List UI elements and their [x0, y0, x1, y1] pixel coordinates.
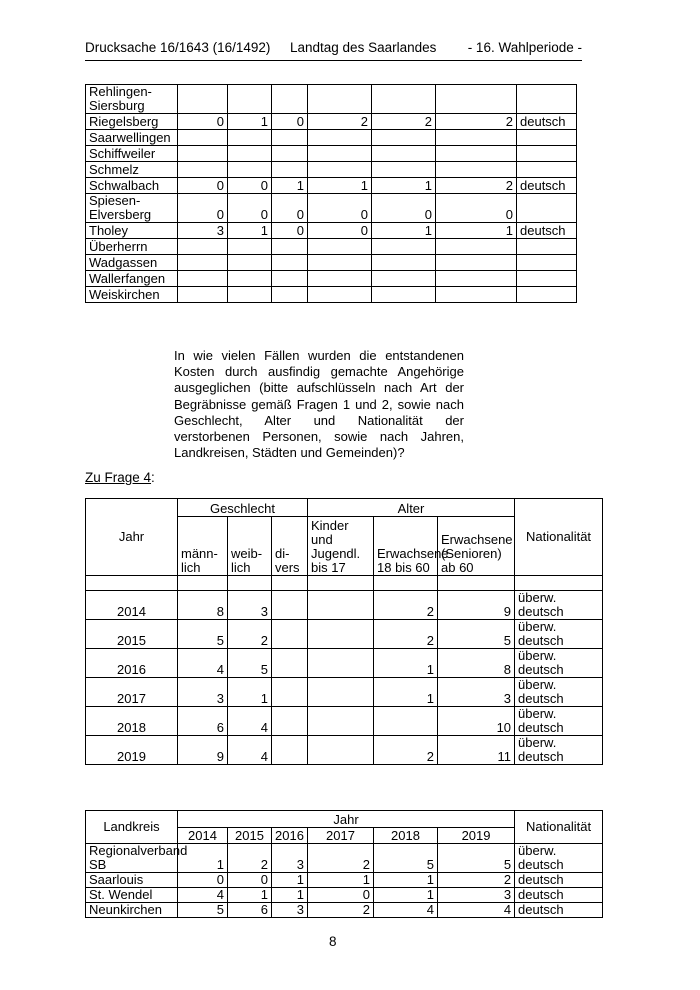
year-cell: 2018 [86, 707, 178, 736]
table-row [86, 130, 577, 146]
municipality-name: Überherrn [86, 239, 178, 255]
value-cell: 1 [374, 873, 438, 888]
diverse-count [272, 649, 308, 678]
landkreis-name: St. Wendel [86, 888, 178, 903]
value-cell: 2 [436, 178, 517, 194]
year-header: 2015 [228, 828, 272, 844]
table-row [86, 903, 603, 918]
male-count: 6 [178, 707, 228, 736]
table-row [86, 162, 577, 178]
nationality-cell: deutsch [515, 873, 603, 888]
diverse-count [272, 591, 308, 620]
page-number: 8 [329, 934, 337, 949]
value-cell [178, 287, 228, 303]
value-cell: 1 [228, 888, 272, 903]
adults-count [374, 707, 438, 736]
header-nationalitaet: Nationalität [515, 499, 603, 576]
municipality-name: Rehlingen-Siersburg [86, 85, 178, 114]
header-jahr: Jahr [178, 811, 515, 828]
value-cell [228, 85, 272, 114]
female-count: 4 [228, 707, 272, 736]
value-cell [372, 271, 436, 287]
municipality-name: Wadgassen [86, 255, 178, 271]
year-header: 2014 [178, 828, 228, 844]
year-gender-age-table [85, 498, 603, 765]
table-row [86, 736, 603, 765]
document-number: Drucksache 16/1643 (16/1492) [85, 40, 271, 55]
value-cell: 0 [228, 194, 272, 223]
nationality-cell [517, 194, 577, 223]
value-cell [272, 287, 308, 303]
value-cell: 3 [272, 903, 308, 918]
value-cell [178, 255, 228, 271]
header-kinder: Kinder und Jugendl. bis 17 [308, 517, 374, 576]
year-header: 2019 [438, 828, 515, 844]
seniors-count: 3 [438, 678, 515, 707]
value-cell [436, 130, 517, 146]
male-count: 8 [178, 591, 228, 620]
value-cell: 1 [228, 114, 272, 130]
value-cell [372, 287, 436, 303]
value-cell [436, 239, 517, 255]
nationality-cell: überw. deutsch [515, 678, 603, 707]
value-cell [272, 146, 308, 162]
male-count: 3 [178, 678, 228, 707]
year-cell: 2019 [86, 736, 178, 765]
value-cell: 0 [308, 194, 372, 223]
value-cell [178, 239, 228, 255]
year-header: 2016 [272, 828, 308, 844]
parliament-name: Landtag des Saarlandes [290, 40, 437, 55]
male-count: 4 [178, 649, 228, 678]
value-cell: 1 [178, 844, 228, 873]
value-cell [436, 85, 517, 114]
value-cell [372, 146, 436, 162]
value-cell [308, 255, 372, 271]
value-cell [436, 271, 517, 287]
value-cell [272, 271, 308, 287]
value-cell [436, 162, 517, 178]
value-cell [372, 239, 436, 255]
female-count: 4 [228, 736, 272, 765]
value-cell: 1 [372, 223, 436, 239]
children-count [308, 649, 374, 678]
value-cell: 0 [228, 873, 272, 888]
value-cell: 1 [308, 873, 374, 888]
value-cell: 0 [272, 114, 308, 130]
municipality-name: Riegelsberg [86, 114, 178, 130]
table-row [86, 114, 577, 130]
value-cell [372, 85, 436, 114]
header-jahr: Jahr [86, 499, 178, 576]
value-cell [228, 287, 272, 303]
municipality-table [85, 84, 577, 303]
male-count: 5 [178, 620, 228, 649]
nationality-cell: deutsch [515, 903, 603, 918]
year-table-body [86, 591, 603, 765]
municipality-table-body [86, 85, 577, 303]
table-row [86, 287, 577, 303]
value-cell [272, 239, 308, 255]
value-cell [308, 162, 372, 178]
page-header [85, 38, 582, 61]
municipality-name: Schmelz [86, 162, 178, 178]
value-cell: 3 [272, 844, 308, 873]
adults-count: 2 [374, 620, 438, 649]
value-cell: 1 [272, 888, 308, 903]
empty-spacer-row [86, 576, 603, 591]
value-cell: 4 [178, 888, 228, 903]
municipality-name: Tholey [86, 223, 178, 239]
table-row [86, 271, 577, 287]
seniors-count: 8 [438, 649, 515, 678]
value-cell: 0 [178, 194, 228, 223]
municipality-name: Wallerfangen [86, 271, 178, 287]
year-cell: 2017 [86, 678, 178, 707]
municipality-name: Weiskirchen [86, 287, 178, 303]
seniors-count: 5 [438, 620, 515, 649]
value-cell: 1 [272, 873, 308, 888]
diverse-count [272, 736, 308, 765]
header-weiblich: weib-lich [228, 517, 272, 576]
adults-count: 1 [374, 649, 438, 678]
seniors-count: 9 [438, 591, 515, 620]
value-cell [178, 271, 228, 287]
value-cell: 0 [436, 194, 517, 223]
value-cell [436, 146, 517, 162]
header-divers: di-vers [272, 517, 308, 576]
year-cell: 2015 [86, 620, 178, 649]
value-cell [178, 162, 228, 178]
header-alter: Alter [308, 499, 515, 517]
header-senioren: Erwachsene (Senioren) ab 60 [438, 517, 515, 576]
landkreis-name: Regionalverband SB [86, 844, 178, 873]
value-cell: 1 [308, 178, 372, 194]
value-cell: 0 [178, 873, 228, 888]
value-cell [372, 130, 436, 146]
value-cell [372, 162, 436, 178]
value-cell [308, 85, 372, 114]
value-cell: 2 [308, 114, 372, 130]
table-row [86, 239, 577, 255]
table-row [86, 844, 603, 873]
value-cell: 1 [272, 178, 308, 194]
adults-count: 2 [374, 591, 438, 620]
nationality-cell [517, 146, 577, 162]
value-cell [178, 130, 228, 146]
municipality-name: Spiesen-Elversberg [86, 194, 178, 223]
value-cell [272, 85, 308, 114]
diverse-count [272, 707, 308, 736]
male-count: 9 [178, 736, 228, 765]
value-cell [228, 146, 272, 162]
children-count [308, 591, 374, 620]
table-row [86, 223, 577, 239]
adults-count: 2 [374, 736, 438, 765]
value-cell [436, 255, 517, 271]
value-cell: 3 [178, 223, 228, 239]
value-cell: 0 [272, 194, 308, 223]
diverse-count [272, 678, 308, 707]
value-cell [308, 239, 372, 255]
table-row [86, 85, 577, 114]
adults-count: 1 [374, 678, 438, 707]
table-row [86, 178, 577, 194]
value-cell [308, 271, 372, 287]
answer-heading-label: Zu Frage 4 [85, 470, 152, 485]
year-header: 2017 [308, 828, 374, 844]
children-count [308, 736, 374, 765]
landkreis-name: Saarlouis [86, 873, 178, 888]
header-nationalitaet: Nationalität [515, 811, 603, 844]
seniors-count: 11 [438, 736, 515, 765]
value-cell [272, 255, 308, 271]
value-cell: 1 [228, 223, 272, 239]
answer-heading [85, 470, 155, 485]
question-text: In wie vielen Fällen wurden die entstandenen Kosten durch ausfindig gemachte Angehörige ausgeglichen (bitte aufschlüsseln nach Art der Begräbnisse gemäß Fragen 1 und 2, sowie nach Geschlecht, Alter und Nationalität der verstorbenen Personen, sowie nach Jahren, Landkreisen, Städten und Gemeinden)? [174, 348, 464, 461]
table-row [86, 146, 577, 162]
nationality-cell [517, 239, 577, 255]
table-row [86, 591, 603, 620]
legislative-period: - 16. Wahlperiode - [467, 40, 582, 55]
value-cell [228, 130, 272, 146]
value-cell: 2 [438, 873, 515, 888]
value-cell [272, 130, 308, 146]
value-cell: 0 [228, 178, 272, 194]
value-cell: 0 [272, 223, 308, 239]
value-cell: 1 [372, 178, 436, 194]
value-cell: 1 [436, 223, 517, 239]
year-header: 2018 [374, 828, 438, 844]
value-cell [228, 255, 272, 271]
value-cell: 4 [374, 903, 438, 918]
value-cell [308, 287, 372, 303]
value-cell [436, 287, 517, 303]
municipality-name: Schiffweiler [86, 146, 178, 162]
municipality-name: Schwalbach [86, 178, 178, 194]
value-cell: 0 [178, 114, 228, 130]
table-row [86, 678, 603, 707]
nationality-cell: deutsch [517, 114, 577, 130]
table-row [86, 873, 603, 888]
diverse-count [272, 620, 308, 649]
nationality-cell [517, 287, 577, 303]
value-cell: 2 [228, 844, 272, 873]
value-cell: 2 [436, 114, 517, 130]
municipality-name: Saarwellingen [86, 130, 178, 146]
value-cell: 0 [308, 888, 374, 903]
value-cell [308, 130, 372, 146]
nationality-cell [517, 271, 577, 287]
female-count: 5 [228, 649, 272, 678]
value-cell: 2 [308, 844, 374, 873]
value-cell: 3 [438, 888, 515, 903]
seniors-count: 10 [438, 707, 515, 736]
value-cell: 6 [228, 903, 272, 918]
nationality-cell: überw. deutsch [515, 649, 603, 678]
children-count [308, 707, 374, 736]
header-geschlecht: Geschlecht [178, 499, 308, 517]
header-landkreis: Landkreis [86, 811, 178, 844]
nationality-cell: überw. deutsch [515, 620, 603, 649]
value-cell: 0 [178, 178, 228, 194]
value-cell: 0 [372, 194, 436, 223]
value-cell: 1 [374, 888, 438, 903]
landkreis-name: Neunkirchen [86, 903, 178, 918]
header-erwachsene-18-60: Erwachsene 18 bis 60 [374, 517, 438, 576]
value-cell: 2 [372, 114, 436, 130]
value-cell [272, 162, 308, 178]
value-cell: 5 [374, 844, 438, 873]
nationality-cell: deutsch [517, 223, 577, 239]
value-cell: 0 [308, 223, 372, 239]
nationality-cell: deutsch [517, 178, 577, 194]
table-row [86, 707, 603, 736]
value-cell [228, 271, 272, 287]
nationality-cell [517, 85, 577, 114]
table-row [86, 255, 577, 271]
female-count: 1 [228, 678, 272, 707]
table-row [86, 194, 577, 223]
value-cell: 4 [438, 903, 515, 918]
value-cell [372, 255, 436, 271]
table-row [86, 888, 603, 903]
landkreis-table-body [86, 844, 603, 918]
year-cell: 2016 [86, 649, 178, 678]
landkreis-table [85, 810, 603, 918]
value-cell [178, 85, 228, 114]
nationality-cell [517, 162, 577, 178]
value-cell: 5 [178, 903, 228, 918]
value-cell [228, 162, 272, 178]
table-row [86, 620, 603, 649]
nationality-cell: überw. deutsch [515, 591, 603, 620]
children-count [308, 678, 374, 707]
children-count [308, 620, 374, 649]
value-cell [178, 146, 228, 162]
header-maennlich: männ-lich [178, 517, 228, 576]
value-cell [228, 239, 272, 255]
value-cell: 5 [438, 844, 515, 873]
nationality-cell: überw. deutsch [515, 736, 603, 765]
table-row [86, 649, 603, 678]
female-count: 2 [228, 620, 272, 649]
value-cell: 2 [308, 903, 374, 918]
nationality-cell: deutsch [515, 888, 603, 903]
value-cell [308, 146, 372, 162]
nationality-cell [517, 130, 577, 146]
answer-heading-colon: : [151, 470, 155, 485]
year-cell: 2014 [86, 591, 178, 620]
female-count: 3 [228, 591, 272, 620]
nationality-cell: überw. deutsch [515, 707, 603, 736]
nationality-cell [517, 255, 577, 271]
nationality-cell: überw. deutsch [515, 844, 603, 873]
